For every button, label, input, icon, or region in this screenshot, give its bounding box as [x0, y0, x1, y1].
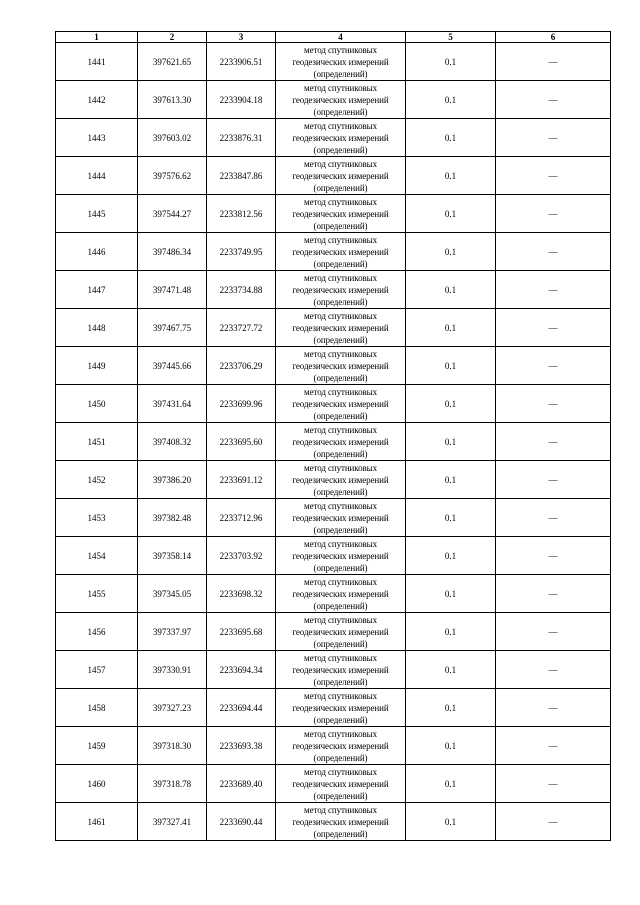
y-coordinate-cell: 2233812.56: [207, 195, 276, 233]
coordinates-table: [55, 31, 611, 841]
x-coordinate-cell: 397386.20: [138, 461, 207, 499]
table-row: [56, 309, 611, 347]
x-coordinate-cell: 397613.30: [138, 81, 207, 119]
y-coordinate-cell: 2233694.44: [207, 689, 276, 727]
accuracy-cell: 0.1: [406, 575, 496, 613]
x-coordinate-cell: 397431.64: [138, 385, 207, 423]
table-row: [56, 81, 611, 119]
accuracy-cell: 0.1: [406, 309, 496, 347]
point-number-cell: 1460: [56, 765, 138, 803]
accuracy-cell: 0.1: [406, 195, 496, 233]
point-number-cell: 1461: [56, 803, 138, 841]
accuracy-cell: 0.1: [406, 765, 496, 803]
table-row: [56, 765, 611, 803]
accuracy-cell: 0.1: [406, 651, 496, 689]
method-cell: метод спутниковых геодезических измерений (определений): [276, 803, 406, 841]
description-cell: —: [496, 613, 611, 651]
table-row: [56, 271, 611, 309]
description-cell: —: [496, 575, 611, 613]
table-row: [56, 727, 611, 765]
accuracy-cell: 0.1: [406, 461, 496, 499]
table-body: [56, 43, 611, 841]
description-cell: —: [496, 157, 611, 195]
point-number-cell: 1452: [56, 461, 138, 499]
header-col-4: 4: [276, 32, 406, 43]
x-coordinate-cell: 397382.48: [138, 499, 207, 537]
point-number-cell: 1448: [56, 309, 138, 347]
table-row: [56, 347, 611, 385]
point-number-cell: 1458: [56, 689, 138, 727]
method-cell: метод спутниковых геодезических измерений (определений): [276, 461, 406, 499]
table-row: [56, 43, 611, 81]
table-row: [56, 613, 611, 651]
header-col-3: 3: [207, 32, 276, 43]
y-coordinate-cell: 2233699.96: [207, 385, 276, 423]
description-cell: —: [496, 195, 611, 233]
description-cell: —: [496, 537, 611, 575]
x-coordinate-cell: 397318.78: [138, 765, 207, 803]
x-coordinate-cell: 397471.48: [138, 271, 207, 309]
method-cell: метод спутниковых геодезических измерений (определений): [276, 423, 406, 461]
point-number-cell: 1455: [56, 575, 138, 613]
y-coordinate-cell: 2233734.88: [207, 271, 276, 309]
x-coordinate-cell: 397327.41: [138, 803, 207, 841]
y-coordinate-cell: 2233695.60: [207, 423, 276, 461]
description-cell: —: [496, 423, 611, 461]
x-coordinate-cell: 397603.02: [138, 119, 207, 157]
method-cell: метод спутниковых геодезических измерений (определений): [276, 43, 406, 81]
description-cell: —: [496, 271, 611, 309]
table-row: [56, 119, 611, 157]
table-row: [56, 423, 611, 461]
method-cell: метод спутниковых геодезических измерений (определений): [276, 271, 406, 309]
table-row: [56, 385, 611, 423]
method-cell: метод спутниковых геодезических измерений (определений): [276, 727, 406, 765]
accuracy-cell: 0.1: [406, 423, 496, 461]
y-coordinate-cell: 2233847.86: [207, 157, 276, 195]
table-row: [56, 651, 611, 689]
method-cell: метод спутниковых геодезических измерений (определений): [276, 689, 406, 727]
method-cell: метод спутниковых геодезических измерений (определений): [276, 157, 406, 195]
x-coordinate-cell: 397544.27: [138, 195, 207, 233]
y-coordinate-cell: 2233698.32: [207, 575, 276, 613]
accuracy-cell: 0.1: [406, 727, 496, 765]
point-number-cell: 1442: [56, 81, 138, 119]
method-cell: метод спутниковых геодезических измерений (определений): [276, 499, 406, 537]
accuracy-cell: 0.1: [406, 43, 496, 81]
y-coordinate-cell: 2233904.18: [207, 81, 276, 119]
accuracy-cell: 0.1: [406, 81, 496, 119]
method-cell: метод спутниковых геодезических измерений (определений): [276, 765, 406, 803]
y-coordinate-cell: 2233691.12: [207, 461, 276, 499]
header-col-5: 5: [406, 32, 496, 43]
x-coordinate-cell: 397345.05: [138, 575, 207, 613]
description-cell: —: [496, 651, 611, 689]
accuracy-cell: 0.1: [406, 499, 496, 537]
method-cell: метод спутниковых геодезических измерений (определений): [276, 385, 406, 423]
point-number-cell: 1453: [56, 499, 138, 537]
description-cell: —: [496, 727, 611, 765]
description-cell: —: [496, 461, 611, 499]
description-cell: —: [496, 499, 611, 537]
x-coordinate-cell: 397445.66: [138, 347, 207, 385]
accuracy-cell: 0.1: [406, 689, 496, 727]
point-number-cell: 1444: [56, 157, 138, 195]
x-coordinate-cell: 397467.75: [138, 309, 207, 347]
accuracy-cell: 0.1: [406, 347, 496, 385]
y-coordinate-cell: 2233906.51: [207, 43, 276, 81]
accuracy-cell: 0.1: [406, 233, 496, 271]
point-number-cell: 1447: [56, 271, 138, 309]
y-coordinate-cell: 2233695.68: [207, 613, 276, 651]
point-number-cell: 1449: [56, 347, 138, 385]
table-row: [56, 195, 611, 233]
point-number-cell: 1459: [56, 727, 138, 765]
y-coordinate-cell: 2233694.34: [207, 651, 276, 689]
method-cell: метод спутниковых геодезических измерений (определений): [276, 81, 406, 119]
method-cell: метод спутниковых геодезических измерений (определений): [276, 347, 406, 385]
accuracy-cell: 0.1: [406, 613, 496, 651]
description-cell: —: [496, 43, 611, 81]
point-number-cell: 1451: [56, 423, 138, 461]
accuracy-cell: 0.1: [406, 157, 496, 195]
accuracy-cell: 0.1: [406, 271, 496, 309]
y-coordinate-cell: 2233689.40: [207, 765, 276, 803]
x-coordinate-cell: 397576.62: [138, 157, 207, 195]
description-cell: —: [496, 803, 611, 841]
accuracy-cell: 0.1: [406, 803, 496, 841]
table-row: [56, 537, 611, 575]
description-cell: —: [496, 347, 611, 385]
y-coordinate-cell: 2233693.38: [207, 727, 276, 765]
method-cell: метод спутниковых геодезических измерений (определений): [276, 195, 406, 233]
point-number-cell: 1450: [56, 385, 138, 423]
accuracy-cell: 0.1: [406, 119, 496, 157]
method-cell: метод спутниковых геодезических измерений (определений): [276, 309, 406, 347]
table-row: [56, 689, 611, 727]
method-cell: метод спутниковых геодезических измерений (определений): [276, 651, 406, 689]
accuracy-cell: 0.1: [406, 385, 496, 423]
method-cell: метод спутниковых геодезических измерений (определений): [276, 537, 406, 575]
method-cell: метод спутниковых геодезических измерений (определений): [276, 613, 406, 651]
x-coordinate-cell: 397408.32: [138, 423, 207, 461]
x-coordinate-cell: 397327.23: [138, 689, 207, 727]
table-row: [56, 499, 611, 537]
table-row: [56, 575, 611, 613]
header-col-2: 2: [138, 32, 207, 43]
x-coordinate-cell: 397621.65: [138, 43, 207, 81]
y-coordinate-cell: 2233727.72: [207, 309, 276, 347]
accuracy-cell: 0.1: [406, 537, 496, 575]
y-coordinate-cell: 2233690.44: [207, 803, 276, 841]
x-coordinate-cell: 397337.97: [138, 613, 207, 651]
method-cell: метод спутниковых геодезических измерений (определений): [276, 119, 406, 157]
point-number-cell: 1454: [56, 537, 138, 575]
header-row: [56, 32, 611, 43]
point-number-cell: 1443: [56, 119, 138, 157]
point-number-cell: 1457: [56, 651, 138, 689]
description-cell: —: [496, 689, 611, 727]
point-number-cell: 1456: [56, 613, 138, 651]
point-number-cell: 1446: [56, 233, 138, 271]
y-coordinate-cell: 2233706.29: [207, 347, 276, 385]
point-number-cell: 1441: [56, 43, 138, 81]
x-coordinate-cell: 397318.30: [138, 727, 207, 765]
table-header: [56, 32, 611, 43]
x-coordinate-cell: 397486.34: [138, 233, 207, 271]
description-cell: —: [496, 81, 611, 119]
method-cell: метод спутниковых геодезических измерений (определений): [276, 233, 406, 271]
table-row: [56, 157, 611, 195]
description-cell: —: [496, 233, 611, 271]
description-cell: —: [496, 765, 611, 803]
y-coordinate-cell: 2233712.96: [207, 499, 276, 537]
table-row: [56, 803, 611, 841]
y-coordinate-cell: 2233749.95: [207, 233, 276, 271]
description-cell: —: [496, 385, 611, 423]
description-cell: —: [496, 309, 611, 347]
x-coordinate-cell: 397330.91: [138, 651, 207, 689]
header-col-1: 1: [56, 32, 138, 43]
description-cell: —: [496, 119, 611, 157]
header-col-6: 6: [496, 32, 611, 43]
table-row: [56, 233, 611, 271]
x-coordinate-cell: 397358.14: [138, 537, 207, 575]
y-coordinate-cell: 2233703.92: [207, 537, 276, 575]
table-row: [56, 461, 611, 499]
point-number-cell: 1445: [56, 195, 138, 233]
y-coordinate-cell: 2233876.31: [207, 119, 276, 157]
method-cell: метод спутниковых геодезических измерений (определений): [276, 575, 406, 613]
